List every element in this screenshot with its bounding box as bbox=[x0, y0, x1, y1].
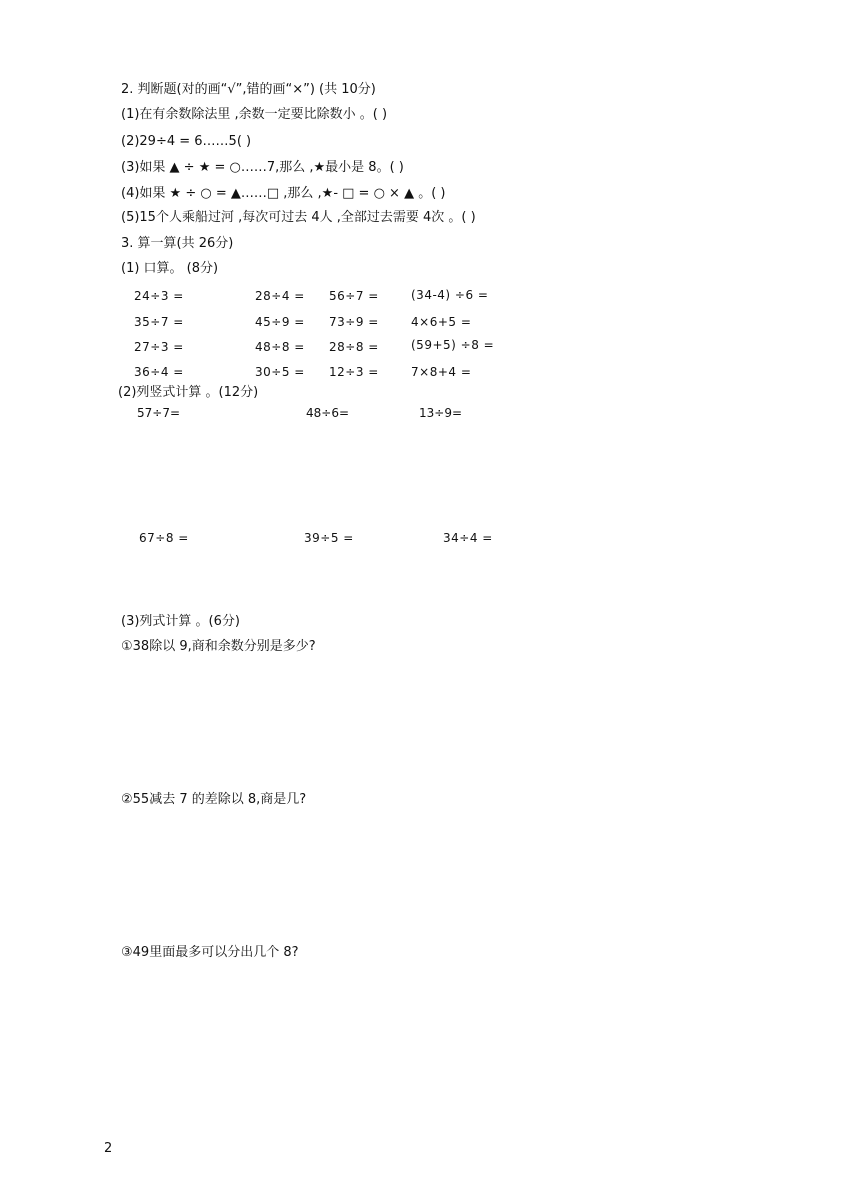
oral-calc-r4c2: 30÷5 = bbox=[255, 365, 305, 379]
vertical-calc-6: 34÷4 = bbox=[443, 531, 493, 545]
oral-calc-r4c1: 36÷4 = bbox=[134, 365, 184, 379]
word-problem-3: ③49里面最多可以分出几个 8? bbox=[121, 945, 299, 960]
oral-calc-r1c3: 56÷7 = bbox=[329, 289, 379, 303]
word-problem-1: ①38除以 9,商和余数分别是多少? bbox=[121, 639, 316, 654]
judgment-item-1: (1)在有余数除法里 ,余数一定要比除数小 。( ) bbox=[121, 107, 388, 122]
vertical-calc-2: 48÷6= bbox=[306, 406, 350, 420]
vertical-calc-1: 57÷7= bbox=[137, 406, 181, 420]
judgment-item-2: (2)29÷4 = 6……5( ) bbox=[121, 134, 252, 149]
oral-calc-r1c2: 28÷4 = bbox=[255, 289, 305, 303]
oral-calc-r2c4: 4×6+5 = bbox=[411, 315, 472, 329]
vertical-calc-4: 67÷8 = bbox=[139, 531, 189, 545]
oral-calc-r3c3: 28÷8 = bbox=[329, 340, 379, 354]
judgment-item-4: (4)如果 ★ ÷ ○ = ▲……□ ,那么 ,★- □ = ○ × ▲ 。( ) bbox=[121, 186, 446, 201]
oral-calc-r2c3: 73÷9 = bbox=[329, 315, 379, 329]
oral-calc-title: (1) 口算。 (8分) bbox=[121, 261, 219, 276]
oral-calc-r3c1: 27÷3 = bbox=[134, 340, 184, 354]
word-problem-2: ②55减去 7 的差除以 8,商是几? bbox=[121, 792, 307, 807]
oral-calc-r4c3: 12÷3 = bbox=[329, 365, 379, 379]
vertical-calc-5: 39÷5 = bbox=[304, 531, 354, 545]
page-number: 2 bbox=[104, 1141, 113, 1156]
vertical-calc-3: 13÷9= bbox=[419, 406, 463, 420]
judgment-item-3: (3)如果 ▲ ÷ ★ = ○……7,那么 ,★最小是 8。( ) bbox=[121, 160, 404, 175]
section-3-title: 3. 算一算(共 26分) bbox=[121, 236, 234, 251]
section-2-title: 2. 判断题(对的画“√”,错的画“×”) (共 10分) bbox=[121, 82, 376, 97]
vertical-calc-title: (2)列竖式计算 。(12分) bbox=[118, 385, 259, 400]
oral-calc-r3c2: 48÷8 = bbox=[255, 340, 305, 354]
oral-calc-r2c2: 45÷9 = bbox=[255, 315, 305, 329]
word-problem-title: (3)列式计算 。(6分) bbox=[121, 614, 240, 629]
oral-calc-r3c4: (59+5) ÷8 = bbox=[411, 338, 495, 352]
judgment-item-5: (5)15个人乘船过河 ,每次可过去 4人 ,全部过去需要 4次 。( ) bbox=[121, 210, 476, 225]
oral-calc-r4c4: 7×8+4 = bbox=[411, 365, 472, 379]
oral-calc-r1c1: 24÷3 = bbox=[134, 289, 184, 303]
oral-calc-r1c4: (34-4) ÷6 = bbox=[411, 288, 489, 302]
oral-calc-r2c1: 35÷7 = bbox=[134, 315, 184, 329]
